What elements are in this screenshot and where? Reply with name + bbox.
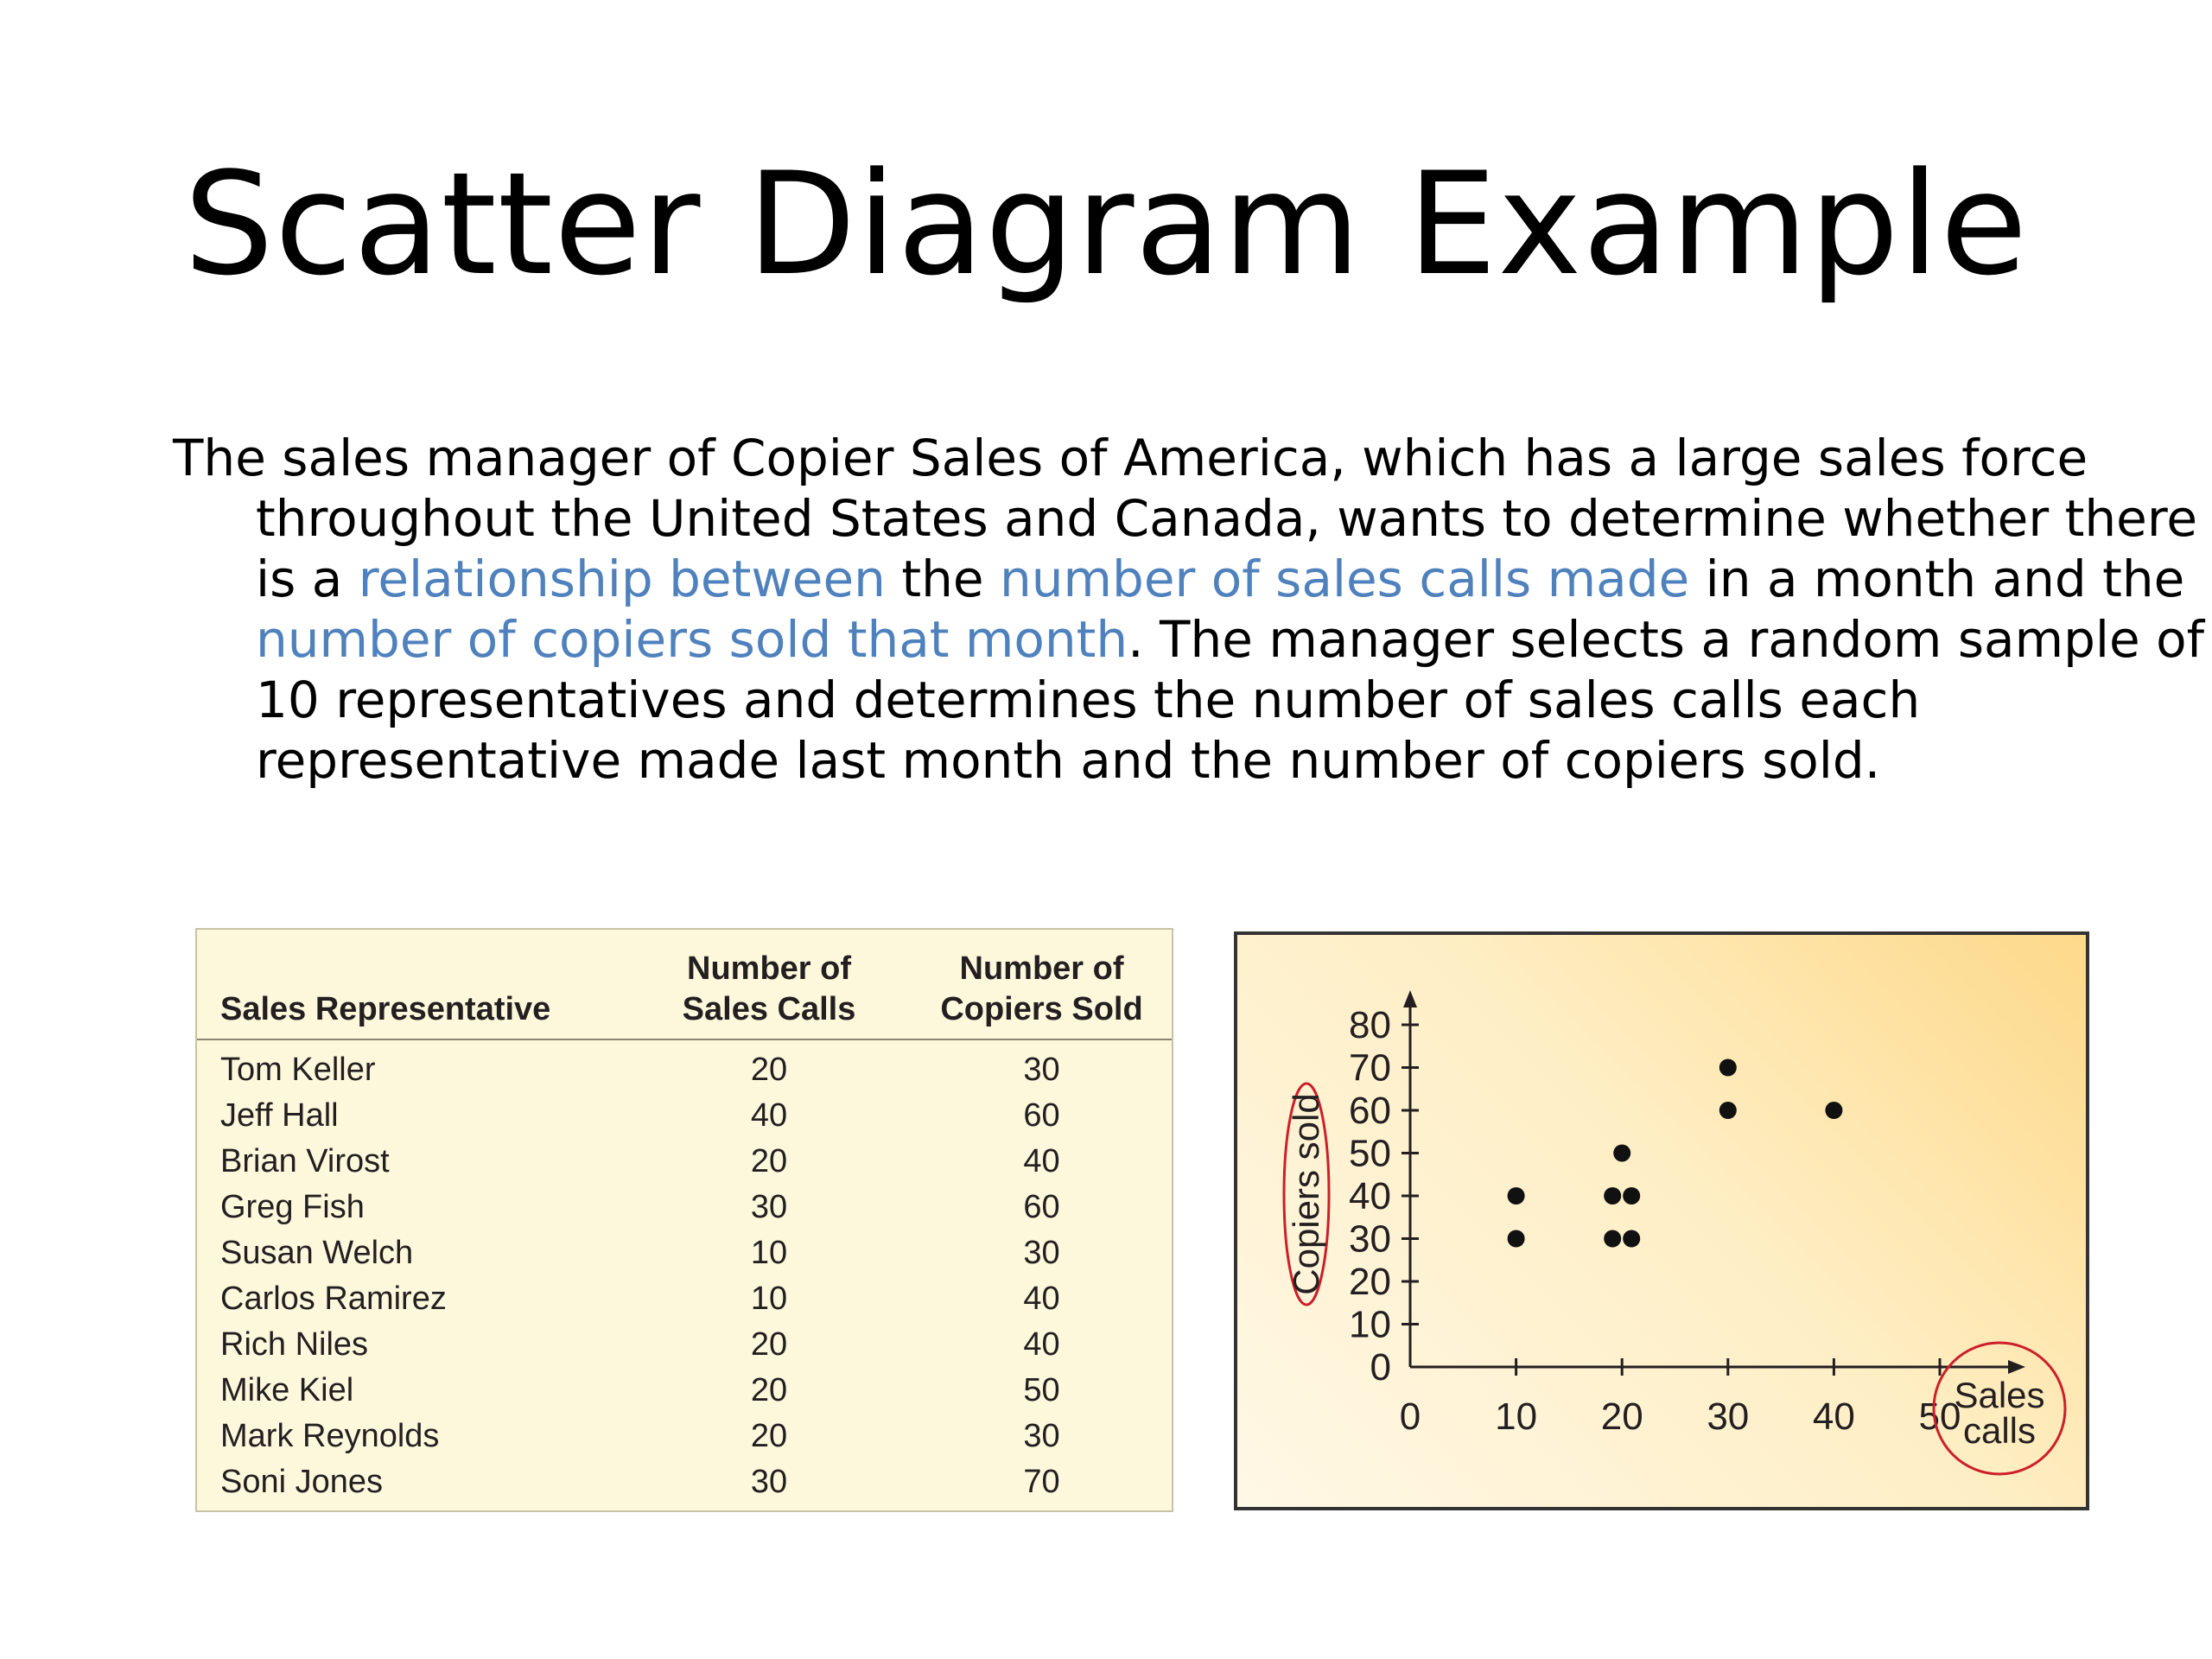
axes	[1402, 990, 2025, 1376]
table-row	[197, 1368, 1172, 1414]
data-point	[1604, 1187, 1621, 1205]
data-point	[1623, 1230, 1640, 1248]
rep-name: Tom Keller	[220, 1052, 376, 1088]
tick-labels	[1349, 1004, 1961, 1438]
rep-name: Soni Jones	[220, 1464, 384, 1500]
data-point	[1604, 1230, 1621, 1248]
header-calls-line1: Number of	[687, 950, 851, 987]
rep-name: Carlos Ramirez	[220, 1281, 447, 1317]
copiers-sold: 30	[1023, 1052, 1060, 1088]
data-point	[1613, 1145, 1630, 1162]
rep-name: Mike Kiel	[220, 1372, 354, 1408]
x-tick-label: 10	[1495, 1395, 1538, 1438]
x-axis-arrow	[2008, 1360, 2025, 1374]
data-points	[1508, 1059, 1843, 1248]
sales-calls: 20	[750, 1418, 788, 1454]
y-tick-label: 30	[1349, 1217, 1391, 1261]
scatter-chart	[1234, 931, 2089, 1510]
y-tick-label: 0	[1370, 1346, 1391, 1389]
copiers-sold: 30	[1023, 1418, 1060, 1454]
table-row	[197, 1276, 1172, 1322]
sales-calls: 30	[750, 1464, 788, 1500]
x-tick-label: 50	[1918, 1395, 1961, 1438]
table-row	[197, 1322, 1172, 1368]
data-point	[1623, 1187, 1640, 1205]
copiers-sold: 40	[1023, 1281, 1060, 1317]
rep-name: Greg Fish	[220, 1189, 365, 1225]
header-sold-line2: Copiers Sold	[940, 991, 1143, 1027]
y-tick-label: 60	[1349, 1090, 1391, 1132]
data-point	[1719, 1059, 1737, 1077]
sales-calls: 40	[750, 1097, 788, 1134]
copiers-sold: 60	[1023, 1189, 1060, 1225]
sales-calls: 20	[750, 1143, 788, 1179]
x-axis-label-line2: calls	[1962, 1410, 2037, 1451]
data-point	[1508, 1187, 1525, 1205]
data-point	[1508, 1230, 1525, 1248]
highlight-sales-calls: number of sales calls made	[999, 550, 1690, 608]
table-row	[197, 1039, 1172, 1093]
copiers-sold: 40	[1023, 1326, 1060, 1363]
sales-data-table	[195, 928, 1173, 1512]
x-tick-label: 20	[1600, 1395, 1643, 1438]
rep-name: Brian Virost	[220, 1143, 390, 1179]
y-axis-arrow	[1403, 990, 1417, 1007]
sales-calls: 10	[750, 1281, 788, 1317]
sales-calls: 10	[750, 1235, 788, 1271]
copiers-sold: 70	[1023, 1464, 1060, 1500]
x-axis-label-line1: Sales	[1954, 1375, 2045, 1415]
rep-name: Rich Niles	[220, 1326, 369, 1363]
paragraph-text-2: the	[885, 550, 1000, 608]
rep-name: Susan Welch	[220, 1235, 414, 1271]
slide-title: Scatter Diagram Example	[183, 142, 2029, 307]
copiers-sold: 30	[1023, 1235, 1060, 1271]
paragraph-text-4: . The manager selects a random sample of 10 representatives and determines the number of sales calls each representative made last month and the number of copiers sold.	[256, 610, 2205, 790]
copiers-sold: 50	[1023, 1372, 1060, 1408]
header-calls-line2: Sales Calls	[682, 991, 856, 1027]
x-tick-label: 0	[1399, 1395, 1421, 1438]
data-point	[1719, 1102, 1737, 1119]
y-axis-label: Copiers sold	[1286, 1093, 1326, 1295]
scatter-chart-svg	[1237, 935, 2086, 1507]
x-tick-label: 40	[1812, 1395, 1855, 1438]
table-row	[197, 1230, 1172, 1276]
copiers-sold: 40	[1023, 1143, 1060, 1179]
highlight-copiers-sold: number of copiers sold that month	[256, 610, 1128, 669]
header-sales-representative: Sales Representative	[197, 930, 626, 1039]
paragraph-text-1: The sales manager of Copier Sales of America, which has a large sales force throughout the United States and Canada, wants to determine whether there is a	[173, 429, 2198, 608]
rep-name: Mark Reynolds	[220, 1418, 440, 1454]
table-row	[197, 1185, 1172, 1230]
header-number-of-sales-calls	[626, 930, 912, 1039]
highlight-relationship: relationship between	[358, 550, 886, 608]
sales-calls: 20	[750, 1326, 788, 1363]
y-tick-label: 10	[1349, 1303, 1391, 1346]
x-tick-label: 30	[1707, 1395, 1750, 1438]
intro-paragraph	[173, 428, 2209, 791]
sales-calls: 30	[750, 1189, 788, 1225]
data-table	[197, 930, 1172, 1505]
sales-calls: 20	[750, 1372, 788, 1408]
paragraph-text-3: in a month and the	[1689, 550, 2185, 608]
header-number-of-copiers-sold	[912, 930, 1172, 1039]
y-tick-label: 80	[1349, 1004, 1391, 1046]
copiers-sold: 60	[1023, 1097, 1060, 1134]
table-header-row	[197, 930, 1172, 1039]
y-tick-label: 20	[1349, 1261, 1391, 1303]
table-row	[197, 1139, 1172, 1185]
table-row	[197, 1414, 1172, 1459]
y-tick-label: 40	[1349, 1175, 1391, 1217]
y-tick-label: 70	[1349, 1046, 1391, 1090]
rep-name: Jeff Hall	[220, 1097, 339, 1134]
table-row	[197, 1459, 1172, 1505]
sales-calls: 20	[750, 1052, 788, 1088]
y-tick-label: 50	[1349, 1132, 1391, 1175]
header-sold-line1: Number of	[959, 950, 1124, 987]
data-point	[1825, 1102, 1842, 1119]
table-row	[197, 1093, 1172, 1139]
